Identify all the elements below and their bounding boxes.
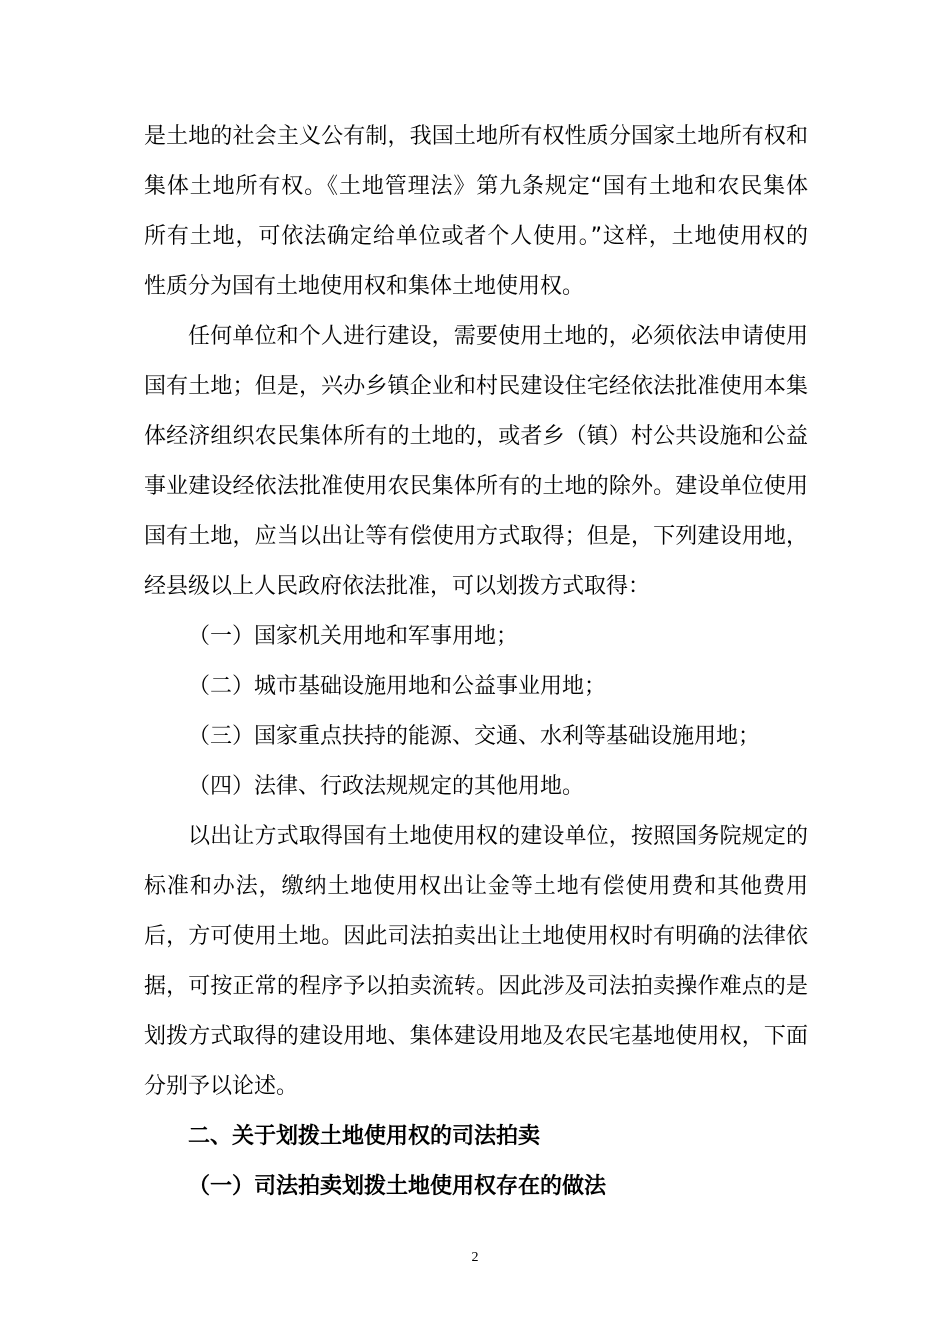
paragraph-line: 以出让方式取得国有土地使用权的建设单位，按照国务院规定的 xyxy=(188,824,808,849)
subsection-heading: （一）司法拍卖划拨土地使用权存在的做法 xyxy=(188,1174,607,1199)
list-item: （一）国家机关用地和军事用地； xyxy=(188,624,519,649)
paragraph-line: 据，可按正常的程序予以拍卖流转。因此涉及司法拍卖操作难点的是 xyxy=(144,974,808,999)
paragraph-line: 所有土地，可依法确定给单位或者个人使用。”这样，土地使用权的 xyxy=(144,224,808,249)
paragraph-line: 后，方可使用土地。因此司法拍卖出让土地使用权时有明确的法律依 xyxy=(144,924,808,949)
paragraph-line: 国有土地，应当以出让等有偿使用方式取得；但是，下列建设用地， xyxy=(144,524,808,549)
paragraph-line: 国有土地；但是，兴办乡镇企业和村民建设住宅经依法批准使用本集 xyxy=(144,374,808,399)
paragraph-line: 是土地的社会主义公有制，我国土地所有权性质分国家土地所有权和 xyxy=(144,124,808,149)
paragraph-line: 经县级以上人民政府依法批准，可以划拨方式取得： xyxy=(144,574,651,599)
paragraph-line: 事业建设经依法批准使用农民集体所有的土地的除外。建设单位使用 xyxy=(144,474,808,499)
paragraph-line: 任何单位和个人进行建设，需要使用土地的，必须依法申请使用 xyxy=(188,324,808,349)
list-item: （四）法律、行政法规规定的其他用地。 xyxy=(188,774,585,799)
paragraph-line: 体经济组织农民集体所有的土地的，或者乡（镇）村公共设施和公益 xyxy=(144,424,808,449)
paragraph-line: 分别予以论述。 xyxy=(144,1074,299,1099)
paragraph-line: 划拨方式取得的建设用地、集体建设用地及农民宅基地使用权，下面 xyxy=(144,1024,808,1049)
paragraph-line: 性质分为国有土地使用权和集体土地使用权。 xyxy=(144,274,585,299)
section-heading: 二、关于划拨土地使用权的司法拍卖 xyxy=(188,1124,541,1149)
document-body xyxy=(144,112,808,1212)
paragraph-line: 标准和办法，缴纳土地使用权出让金等土地有偿使用费和其他费用 xyxy=(144,874,808,899)
list-item: （三）国家重点扶持的能源、交通、水利等基础设施用地； xyxy=(188,724,761,749)
list-item: （二）城市基础设施用地和公益事业用地； xyxy=(188,674,607,699)
paragraph-line: 集体土地所有权。《土地管理法》第九条规定“国有土地和农民集体 xyxy=(144,174,808,199)
page-number: 2 xyxy=(471,1250,479,1265)
